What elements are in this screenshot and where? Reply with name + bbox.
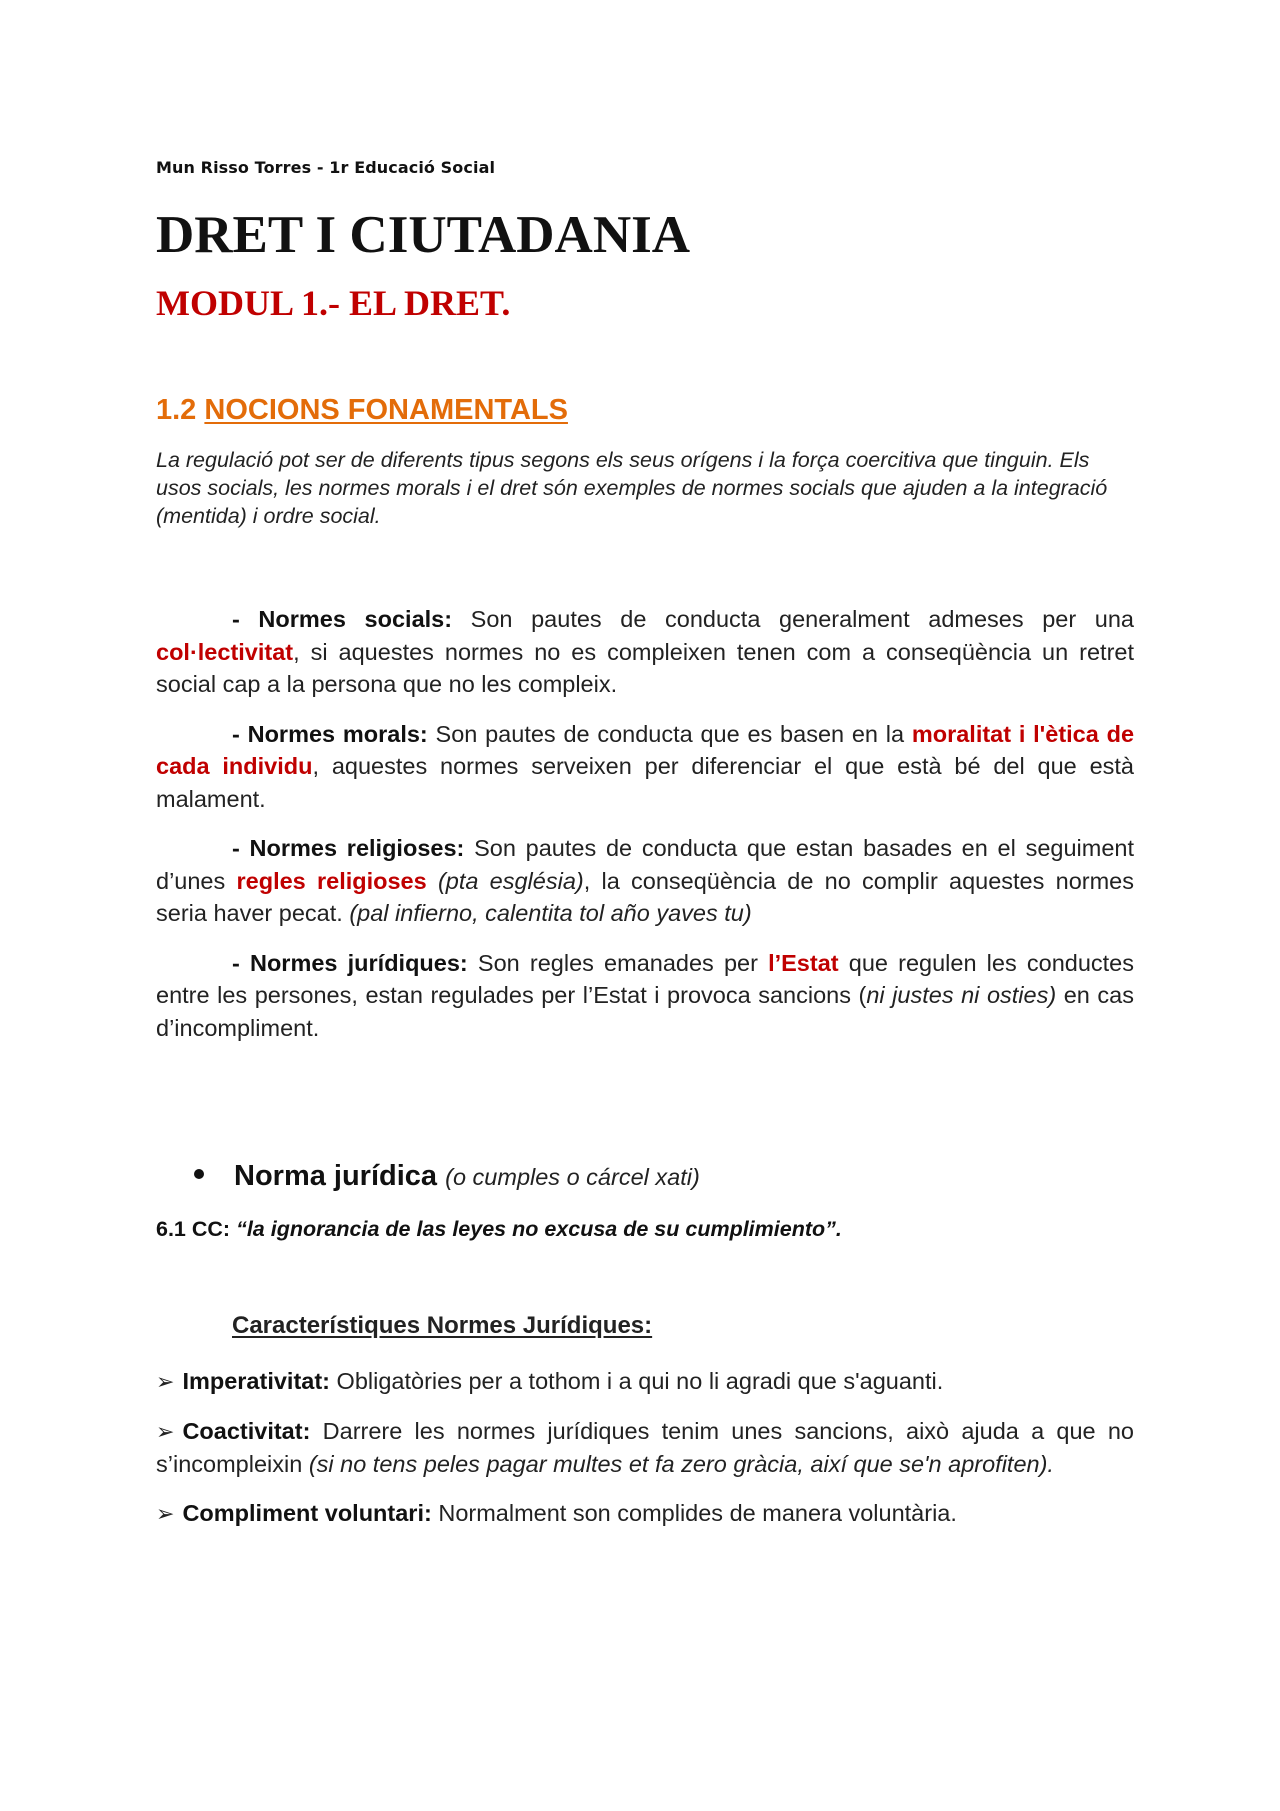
norm-aside: ni justes ni osties) — [866, 982, 1057, 1008]
characteristic-item — [156, 1497, 1134, 1531]
norm-moral — [156, 718, 1134, 816]
norm-text: Son regles emanades per — [467, 949, 769, 976]
characteristic-text: Darrere les normes jurídiques tenim unes sancions, això ajuda a que no s’incompleixin — [156, 1417, 1134, 1477]
cc-reference: 6.1 CC: — [156, 1217, 237, 1241]
norm-legal — [156, 947, 1134, 1045]
norm-text: Son pautes de conducta que estan basades en el seguiment d’unes — [156, 835, 1135, 894]
bullet-label: Norma jurídica — [234, 1160, 438, 1192]
section-intro: La regulació pot ser de diferents tipus segons els seus orígens i la força coercitiva que tinguin. Els usos socials, les normes morals i el dret són exemples de normes socials que ajuden a la integració (mentida) i ordre social. — [156, 448, 1108, 528]
norm-text: , la conseqüència de no complir aquestes normes seria haver pecat. — [156, 867, 1134, 926]
norm-label: - Normes morals: — [232, 720, 428, 747]
norm-text: en cas d’incompliment. — [156, 982, 1134, 1041]
norm-highlight: regles religioses — [236, 867, 427, 894]
characteristic-aside: (si no tens peles pagar multes et fa zero gràcia, així que se'n aprofiten). — [308, 1451, 1054, 1477]
section-heading — [156, 393, 568, 427]
characteristic-text: Obligatòries per a tothom i a qui no li agradi que s'aguanti. — [330, 1368, 944, 1394]
norm-text: , aquestes normes serveixen per diferenciar el que està bé del que està malament. — [156, 753, 1134, 812]
norm-label: - Normes religioses: — [232, 835, 465, 861]
norm-text: , si aquestes normes no es compleixen tenen com a conseqüència un retret social cap a la persona que no les compleix. — [156, 638, 1134, 697]
civil-code-quote — [156, 1215, 842, 1243]
norm-text: Son pautes de conducta que es basen en la — [427, 720, 912, 747]
norm-highlight: moralitat i l'ètica de cada individu — [156, 720, 1135, 779]
norm-highlight: l’Estat — [768, 949, 839, 976]
bullet-norma-juridica — [194, 1158, 700, 1195]
characteristic-item — [156, 1415, 1134, 1481]
author-line: Mun Risso Torres - 1r Educació Social — [156, 158, 496, 177]
norm-social — [156, 603, 1134, 701]
characteristic-label: Compliment voluntari: — [182, 1499, 432, 1526]
cc-quote-text: “la ignorancia de las leyes no excusa de su cumplimiento”. — [236, 1217, 842, 1241]
characteristic-text: Normalment son complides de manera voluntària. — [431, 1499, 957, 1526]
module-heading — [156, 281, 510, 325]
norm-label: - Normes jurídiques: — [232, 949, 468, 976]
norm-text: Son pautes de conducta generalment admeses per una — [452, 606, 1135, 632]
characteristic-label: Coactivitat: — [182, 1417, 311, 1444]
characteristics-list — [156, 1365, 1134, 1546]
module-name: .- EL DRET. — [319, 283, 511, 323]
characteristic-label: Imperativitat: — [182, 1368, 331, 1394]
document-title: DRET I CIUTADANIA — [156, 206, 691, 264]
module-number: MODUL 1 — [156, 283, 320, 323]
norm-aside: (pta església) — [426, 867, 584, 894]
arrow-bullet-icon: ➢ — [156, 1369, 175, 1394]
section-number: 1.2 — [156, 394, 197, 426]
bullet-dot-icon — [194, 1169, 204, 1179]
norm-religious — [156, 832, 1134, 930]
section-title: NOCIONS FONAMENTALS — [204, 394, 568, 426]
characteristic-item — [156, 1365, 1134, 1399]
norm-highlight: col·lectivitat — [156, 638, 294, 665]
characteristics-heading: Característiques Normes Jurídiques: — [232, 1312, 653, 1339]
norm-aside: (pal infierno, calentita tol año yaves tu) — [349, 900, 752, 926]
arrow-bullet-icon: ➢ — [156, 1500, 175, 1526]
norm-label: - Normes socials: — [232, 606, 453, 632]
norm-text: que regulen les conductes entre les persones, estan regulades per l’Estat i provoca sancions ( — [156, 949, 1134, 1008]
arrow-bullet-icon: ➢ — [156, 1418, 175, 1444]
norms-list — [156, 603, 1134, 1061]
bullet-note: (o cumples o cárcel xati) — [445, 1164, 700, 1190]
